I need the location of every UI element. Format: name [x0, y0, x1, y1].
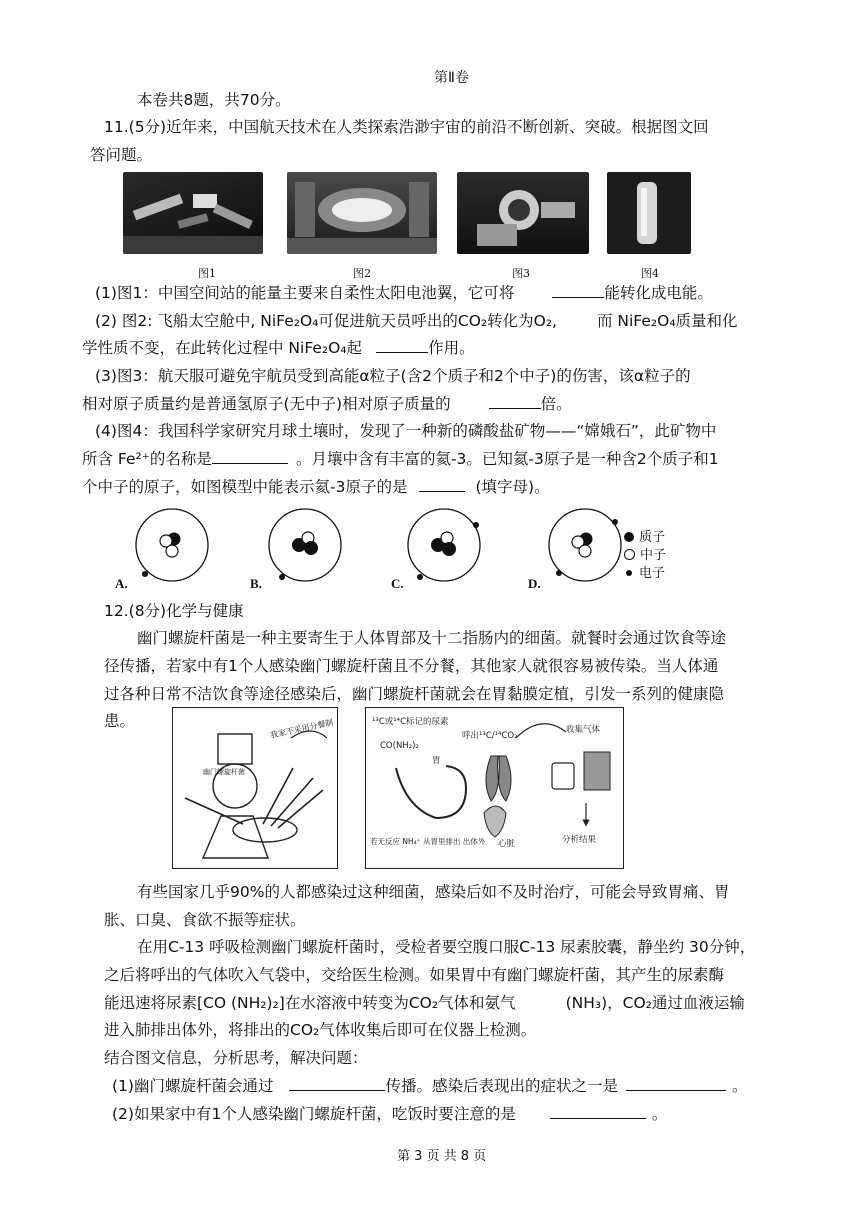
- neutron: [166, 545, 178, 557]
- q12-para1-line3: 过各种日常不洁饮食等途径感染后，幽门螺旋杆菌就会在胃黏膜定植，引发一系列的健康隐: [104, 685, 725, 703]
- legend-neutron: 中子: [624, 547, 666, 565]
- figure-2-capsule-interior-photo: [287, 172, 437, 254]
- q11-part4-line2: 所含 Fe²⁺的名称是 。月壤中含有丰富的氦-3。已知氦-3原子是一种含2个质子和1: [82, 450, 719, 468]
- figure-4-caption: 图4: [641, 267, 659, 280]
- neutron: [441, 532, 453, 544]
- q12-para2-line1: 有些国家几乎90%的人都感染过这种细菌，感染后如不及时治疗，可能会导致胃痛、胃: [137, 883, 730, 901]
- q11-part3-line2: 相对原子质量约是普通氢原子(无中子)相对原子质量的 倍。: [82, 395, 572, 413]
- q12-para1-line4: 患。: [104, 712, 136, 730]
- answer-blank-q11-4a[interactable]: [212, 449, 288, 464]
- electron: [473, 522, 479, 528]
- q12-para3-line1: 在用C-13 呼吸检测幽门螺旋杆菌时，受检者要空腹口服C-13 尿素胶囊，静坐约 30分钟，: [137, 938, 756, 956]
- option-d-label[interactable]: D.: [528, 576, 541, 591]
- figure-2-caption: 图2: [353, 267, 371, 280]
- q12-para1-line2: 径传播，若家中有1个人感染幽门螺旋杆菌且不分餐，其他家人就很容易被传染。当人体通: [104, 657, 719, 675]
- electron: [279, 574, 285, 580]
- option-b-label[interactable]: B.: [250, 576, 262, 591]
- q11-part2-line1: (2) 图2: 飞船太空舱中, NiFe₂O₄可促进航天员呼出的CO₂转化为O₂, 而 NiFe₂O₄质量和化: [95, 312, 738, 330]
- answer-blank-q12-2[interactable]: [550, 1104, 646, 1119]
- neutron-legend-icon: [624, 549, 635, 560]
- q12-title: 12.(8分)化学与健康: [104, 602, 244, 620]
- q11-part4-line3: 个中子的原子，如图模型中能表示氦-3原子的是 (填字母)。: [82, 478, 550, 496]
- section-title: 第Ⅱ卷: [434, 70, 469, 86]
- breath-test-diagram: [365, 707, 624, 869]
- cartoon-speech-text: 我家不采用分餐制: [269, 717, 335, 740]
- q12-task: 结合图文信息，分析思考，解决问题：: [104, 1049, 368, 1067]
- legend-electron: 电子: [624, 565, 666, 583]
- q11-stem-line1: 11.(5分)近年来，中国航天技术在人类探索浩渺宇宙的前沿不断创新、突破。根据图文回: [104, 118, 709, 136]
- sharing-food-cartoon: [172, 707, 338, 869]
- diagram-label-exhale: 呼出¹³C/¹⁴CO₂: [462, 731, 518, 741]
- atom-model-a: [120, 505, 230, 585]
- proton-legend-icon: [624, 532, 634, 542]
- electron: [142, 571, 148, 577]
- atom-legend: [624, 529, 666, 583]
- figure-1-caption: 图1: [198, 267, 216, 280]
- diagram-label-result: 分析结果: [562, 835, 597, 845]
- legend-proton: 质子: [624, 529, 666, 547]
- figure-3-spacesuit-photo: [457, 172, 589, 254]
- q12-sub2: (2)如果家中有1个人感染幽门螺旋杆菌，吃饭时要注意的是 。: [112, 1105, 668, 1123]
- q11-stem-line2: 答问题。: [90, 146, 153, 164]
- answer-blank-q12-1b[interactable]: [626, 1076, 726, 1091]
- answer-blank-q11-4b[interactable]: [419, 477, 465, 492]
- atom-model-c: [392, 505, 502, 585]
- answer-blank-q11-3[interactable]: [489, 394, 541, 409]
- option-c-label[interactable]: C.: [391, 576, 404, 591]
- q12-para3-line2: 之后将呼出的气体吹入气袋中，交给医生检测。如果胃中有幽门螺旋杆菌，其产生的尿素酶: [104, 966, 725, 984]
- q12-para2-line2: 胀、口臭、食欲不振等症状。: [104, 911, 306, 929]
- diagram-label-urea: ¹³C或¹⁴C标记的尿素: [372, 717, 449, 727]
- electron-legend-icon: [626, 570, 632, 576]
- diagram-label-collect: 收集气体: [566, 725, 601, 735]
- diagram-label-formula: CO(NH₂)₂: [380, 741, 419, 751]
- answer-blank-q11-2[interactable]: [376, 338, 428, 353]
- q12-para3-line4: 进入肺排出体外，将排出的CO₂气体收集后即可在仪器上检测。: [104, 1021, 537, 1039]
- q11-part1: (1)图1：中国空间站的能量主要来自柔性太阳电池翼，它可将 能转化成电能。: [95, 284, 713, 302]
- atom-model-b: [253, 505, 363, 585]
- proton: [304, 541, 318, 555]
- q12-para1-line1: 幽门螺旋杆菌是一种主要寄生于人体胃部及十二指肠内的细菌。就餐时会通过饮食等途: [137, 629, 727, 647]
- page-footer: 第 3 页 共 8 页: [397, 1149, 487, 1164]
- option-a-label[interactable]: A.: [115, 576, 128, 591]
- neutron: [579, 545, 591, 557]
- q11-part2-line2: 学性质不变，在此转化过程中 NiFe₂O₄起 作用。: [82, 339, 475, 357]
- electron: [612, 519, 618, 525]
- section-intro: 本卷共8题，共70分。: [137, 91, 291, 109]
- q11-part3-line1: (3)图3：航天服可避免宇航员受到高能α粒子(含2个质子和2个中子)的伤害，该α粒子的: [95, 367, 691, 385]
- electron: [417, 574, 423, 580]
- q11-part4-line1: (4)图4：我国科学家研究月球土壤时，发现了一种新的磷酸盐矿物——“嫦娥石”，此矿物中: [95, 422, 717, 440]
- diagram-label-heart: 心脏: [498, 839, 516, 849]
- electron: [556, 570, 562, 576]
- q12-sub1: (1)幽门螺旋杆菌会通过 传播。感染后表现出的症状之一是 。: [112, 1077, 748, 1095]
- diagram-label-stomach: 胃: [432, 756, 441, 766]
- answer-blank-q12-1a[interactable]: [289, 1076, 385, 1091]
- figure-3-caption: 图3: [512, 267, 530, 280]
- cartoon-bacteria-label: 幽门螺旋杆菌: [203, 768, 245, 776]
- diagram-label-no-reaction: 若无反应 NH₄⁺ 从胃里排出 出体外: [370, 837, 486, 846]
- answer-blank-q11-1[interactable]: [552, 283, 604, 298]
- q12-para3-line3: 能迅速将尿素[CO (NH₂)₂]在水溶液中转变为CO₂气体和氨气 (NH₃)，CO₂通过血液运输: [104, 994, 745, 1012]
- figure-1-space-station-photo: [123, 172, 263, 254]
- figure-4-mineral-photo: [607, 172, 691, 254]
- proton: [442, 542, 456, 556]
